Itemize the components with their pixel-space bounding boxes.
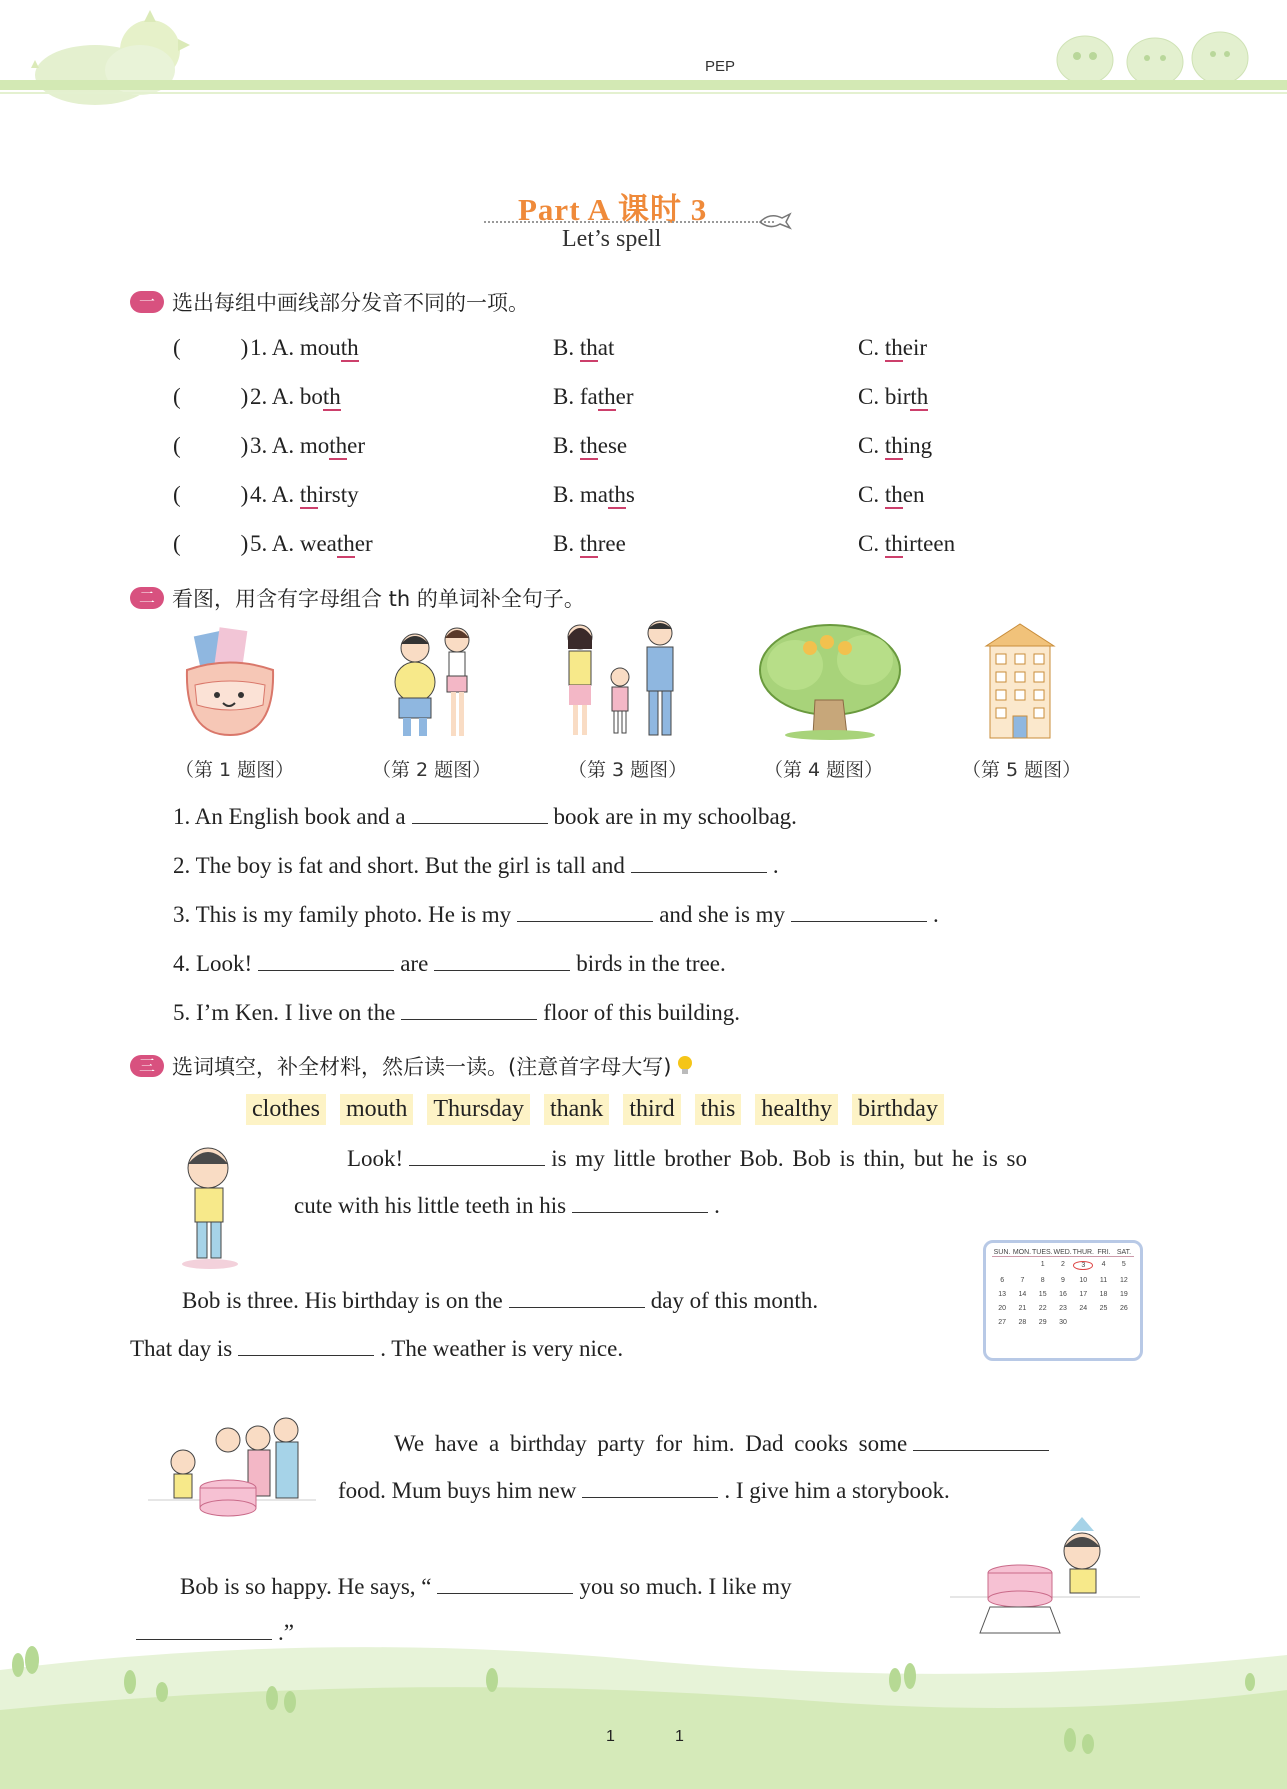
passage-line-2 [294,1193,720,1219]
calendar-date: 18 [1099,1291,1108,1298]
calendar-grid [986,1243,1140,1332]
option-c: C. birth [858,384,929,409]
calendar-date [1093,1319,1113,1326]
sentence-5 [173,1000,740,1026]
passage-text: Bob is three. His birthday is on the [182,1288,503,1313]
passage-line-6 [338,1478,950,1504]
page-number-right: 1 [675,1728,684,1745]
answer-parentheses[interactable]: ( ) [173,531,249,556]
calendar-date: 19 [1119,1291,1128,1298]
caption-2: （第 2 题图） [372,759,492,781]
calendar-date: 29 [1038,1319,1047,1326]
calendar-date: 9 [1061,1277,1065,1284]
section-instruction: 看图，用含有字母组合 th 的单词补全句子。 [172,587,585,611]
calendar-date: 24 [1079,1305,1088,1312]
title-divider [484,221,774,223]
passage-text: . [714,1193,720,1218]
option-a: 5. A. weather [250,531,373,556]
section-instruction: 选词填空，补全材料，然后读一读。(注意首字母大写) [172,1055,672,1079]
calendar-date: 28 [1018,1319,1027,1326]
sentence-text: . [772,853,779,878]
word-bank-item: healthy [755,1094,838,1125]
calendar-date: 14 [1018,1291,1027,1298]
answer-blank[interactable] [517,903,653,922]
sentence-text: 4. Look! [173,951,253,976]
answer-blank[interactable] [913,1432,1049,1451]
answer-blank[interactable] [631,854,767,873]
answer-parentheses[interactable]: ( ) [173,384,249,409]
calendar-date [1114,1319,1134,1326]
calendar-day-header: SAT. [1116,1249,1132,1256]
answer-blank[interactable] [401,1001,537,1020]
passage-text: you so much. I like my [579,1574,792,1599]
page-subtitle: Let’s spell [562,226,662,252]
header-decoration-left [0,0,210,115]
word-bank-item: mouth [340,1094,413,1125]
option-b: B. these [553,433,628,458]
building-image [980,620,1060,742]
birthday-party-image [148,1410,316,1525]
calendar-date: 2 [1061,1261,1065,1268]
option-a: 3. A. mother [250,433,365,458]
calendar-date: 3 [1073,1261,1093,1270]
option-c: C. thirteen [858,531,956,556]
sentence-4 [173,951,726,977]
calendar-date: 13 [998,1291,1007,1298]
calendar-date: 23 [1059,1305,1067,1312]
calendar-date: 12 [1119,1277,1128,1284]
sentence-text: . [933,902,939,927]
lightbulb-icon [675,1054,695,1078]
footer-landscape [0,1630,1287,1789]
sentence-2 [173,853,779,879]
calendar-date: 16 [1059,1291,1067,1298]
passage-text: . The weather is very nice. [380,1336,624,1361]
answer-blank[interactable] [258,952,394,971]
option-a: 4. A. thirsty [250,482,359,507]
calendar-date: 21 [1018,1305,1027,1312]
option-b: B. father [553,384,634,409]
calendar-date: 27 [998,1319,1007,1326]
passage-text: We have a birthday party for him. Dad cooks some [394,1431,908,1456]
calendar-day-header: THUR. [1072,1249,1094,1256]
calendar-date: 5 [1121,1261,1126,1268]
section-badge: 三 [130,1055,164,1077]
option-c: C. their [858,335,927,360]
passage-text: . I give him a storybook. [724,1478,950,1503]
calendar-date: 25 [1099,1305,1108,1312]
calendar-date [1012,1261,1032,1270]
caption-3: （第 3 题图） [568,759,688,781]
passage-text: That day is [130,1336,233,1361]
calendar-date [1073,1319,1093,1326]
tree-with-birds-image [755,620,905,740]
sentence-text: are [400,951,429,976]
section-3-heading [130,1051,695,1081]
page-number-left: 1 [606,1728,615,1745]
calendar-date: 20 [998,1305,1007,1312]
answer-blank[interactable] [434,952,570,971]
calendar-date: 1 [1040,1261,1045,1268]
caption-5: （第 5 题图） [962,759,1082,781]
sentence-text: 2. The boy is fat and short. But the girl is tall and [173,853,625,878]
header-bar-thin [0,92,1287,94]
section-2-heading [130,583,585,613]
calendar-date [992,1261,1012,1270]
option-a: 1. A. mouth [250,335,359,360]
boy-and-girl-image [385,620,485,740]
section-badge: 二 [130,587,164,609]
passage-line-3 [182,1288,818,1314]
series-label: PEP [705,58,736,75]
section-instruction: 选出每组中画线部分发音不同的一项。 [172,291,529,315]
calendar-day-header: TUES. [1031,1249,1053,1256]
word-bank-item: this [695,1094,742,1125]
calendar-date: 8 [1040,1277,1045,1284]
option-b: B. maths [553,482,635,507]
calendar-date: 4 [1101,1261,1106,1268]
calendar-day-header: FRI. [1097,1249,1111,1256]
calendar-date: 6 [1000,1277,1005,1284]
passage-line-1 [347,1146,1027,1172]
word-bank-item: third [623,1094,680,1125]
calendar-day-header: WED. [1053,1249,1072,1256]
calendar-date: 11 [1099,1277,1108,1284]
calendar-day-header: MON. [1012,1249,1032,1256]
word-bank-item: birthday [852,1094,944,1125]
answer-parentheses[interactable]: ( ) [173,433,249,458]
answer-blank[interactable] [572,1194,708,1213]
sentence-text: book are in my schoolbag. [553,804,797,829]
sentence-text: 3. This is my family photo. He is my [173,902,512,927]
calendar-day-header: SUN. [993,1249,1011,1256]
passage-text: day of this month. [650,1288,819,1313]
sentence-text: and she is my [659,902,786,927]
word-bank [246,1094,944,1125]
section-badge: 一 [130,291,164,313]
option-b: B. three [553,531,626,556]
schoolbag-image [175,625,285,740]
sentence-text: 1. An English book and a [173,804,406,829]
answer-parentheses[interactable]: ( ) [173,482,249,507]
calendar-date: 30 [1059,1319,1067,1326]
answer-blank[interactable] [409,1147,545,1166]
calendar-date: 22 [1038,1305,1047,1312]
calendar-date: 7 [1020,1277,1025,1284]
passage-line-5 [394,1431,1055,1457]
page-title: Part A 课时 3 [518,192,708,227]
passage-line-4 [130,1336,623,1362]
answer-blank[interactable] [582,1479,718,1498]
passage-text: Bob is so happy. He says, “ [180,1574,432,1599]
boy-bob-image [175,1140,245,1270]
sentence-1 [173,804,797,830]
option-c: C. then [858,482,925,507]
passage-text: cute with his little teeth in his [294,1193,567,1218]
passage-text: Look! [347,1146,404,1171]
word-bank-item: thank [544,1094,609,1125]
answer-blank[interactable] [412,805,548,824]
word-bank-item: clothes [246,1094,326,1125]
sentence-text: floor of this building. [543,1000,741,1025]
header-bar [0,80,1287,90]
passage-line-7 [180,1574,792,1600]
passage-text: is my little brother Bob. Bob is thin, but he is so [551,1146,1027,1171]
bird-icon [758,210,792,232]
section-1-heading [130,287,529,317]
sentence-text: birds in the tree. [576,951,726,976]
option-c: C. thing [858,433,933,458]
sentence-text: 5. I’m Ken. I live on the [173,1000,396,1025]
calendar-date: 17 [1079,1291,1088,1298]
boy-with-cake-image [950,1515,1140,1640]
caption-4: （第 4 题图） [764,759,884,781]
calendar-date: 15 [1038,1291,1047,1298]
family-image [555,615,690,740]
answer-blank[interactable] [238,1337,374,1356]
passage-text: .” [278,1620,294,1645]
calendar [983,1240,1143,1361]
option-b: B. that [553,335,615,360]
sentence-3 [173,902,939,928]
answer-blank[interactable] [791,903,927,922]
answer-blank[interactable] [437,1575,573,1594]
calendar-date: 26 [1119,1305,1128,1312]
option-a: 2. A. both [250,384,341,409]
word-bank-item: Thursday [427,1094,530,1125]
answer-blank[interactable] [509,1289,645,1308]
caption-1: （第 1 题图） [175,759,295,781]
calendar-date: 10 [1079,1277,1088,1284]
passage-text: food. Mum buys him new [338,1478,577,1503]
answer-parentheses[interactable]: ( ) [173,335,249,360]
